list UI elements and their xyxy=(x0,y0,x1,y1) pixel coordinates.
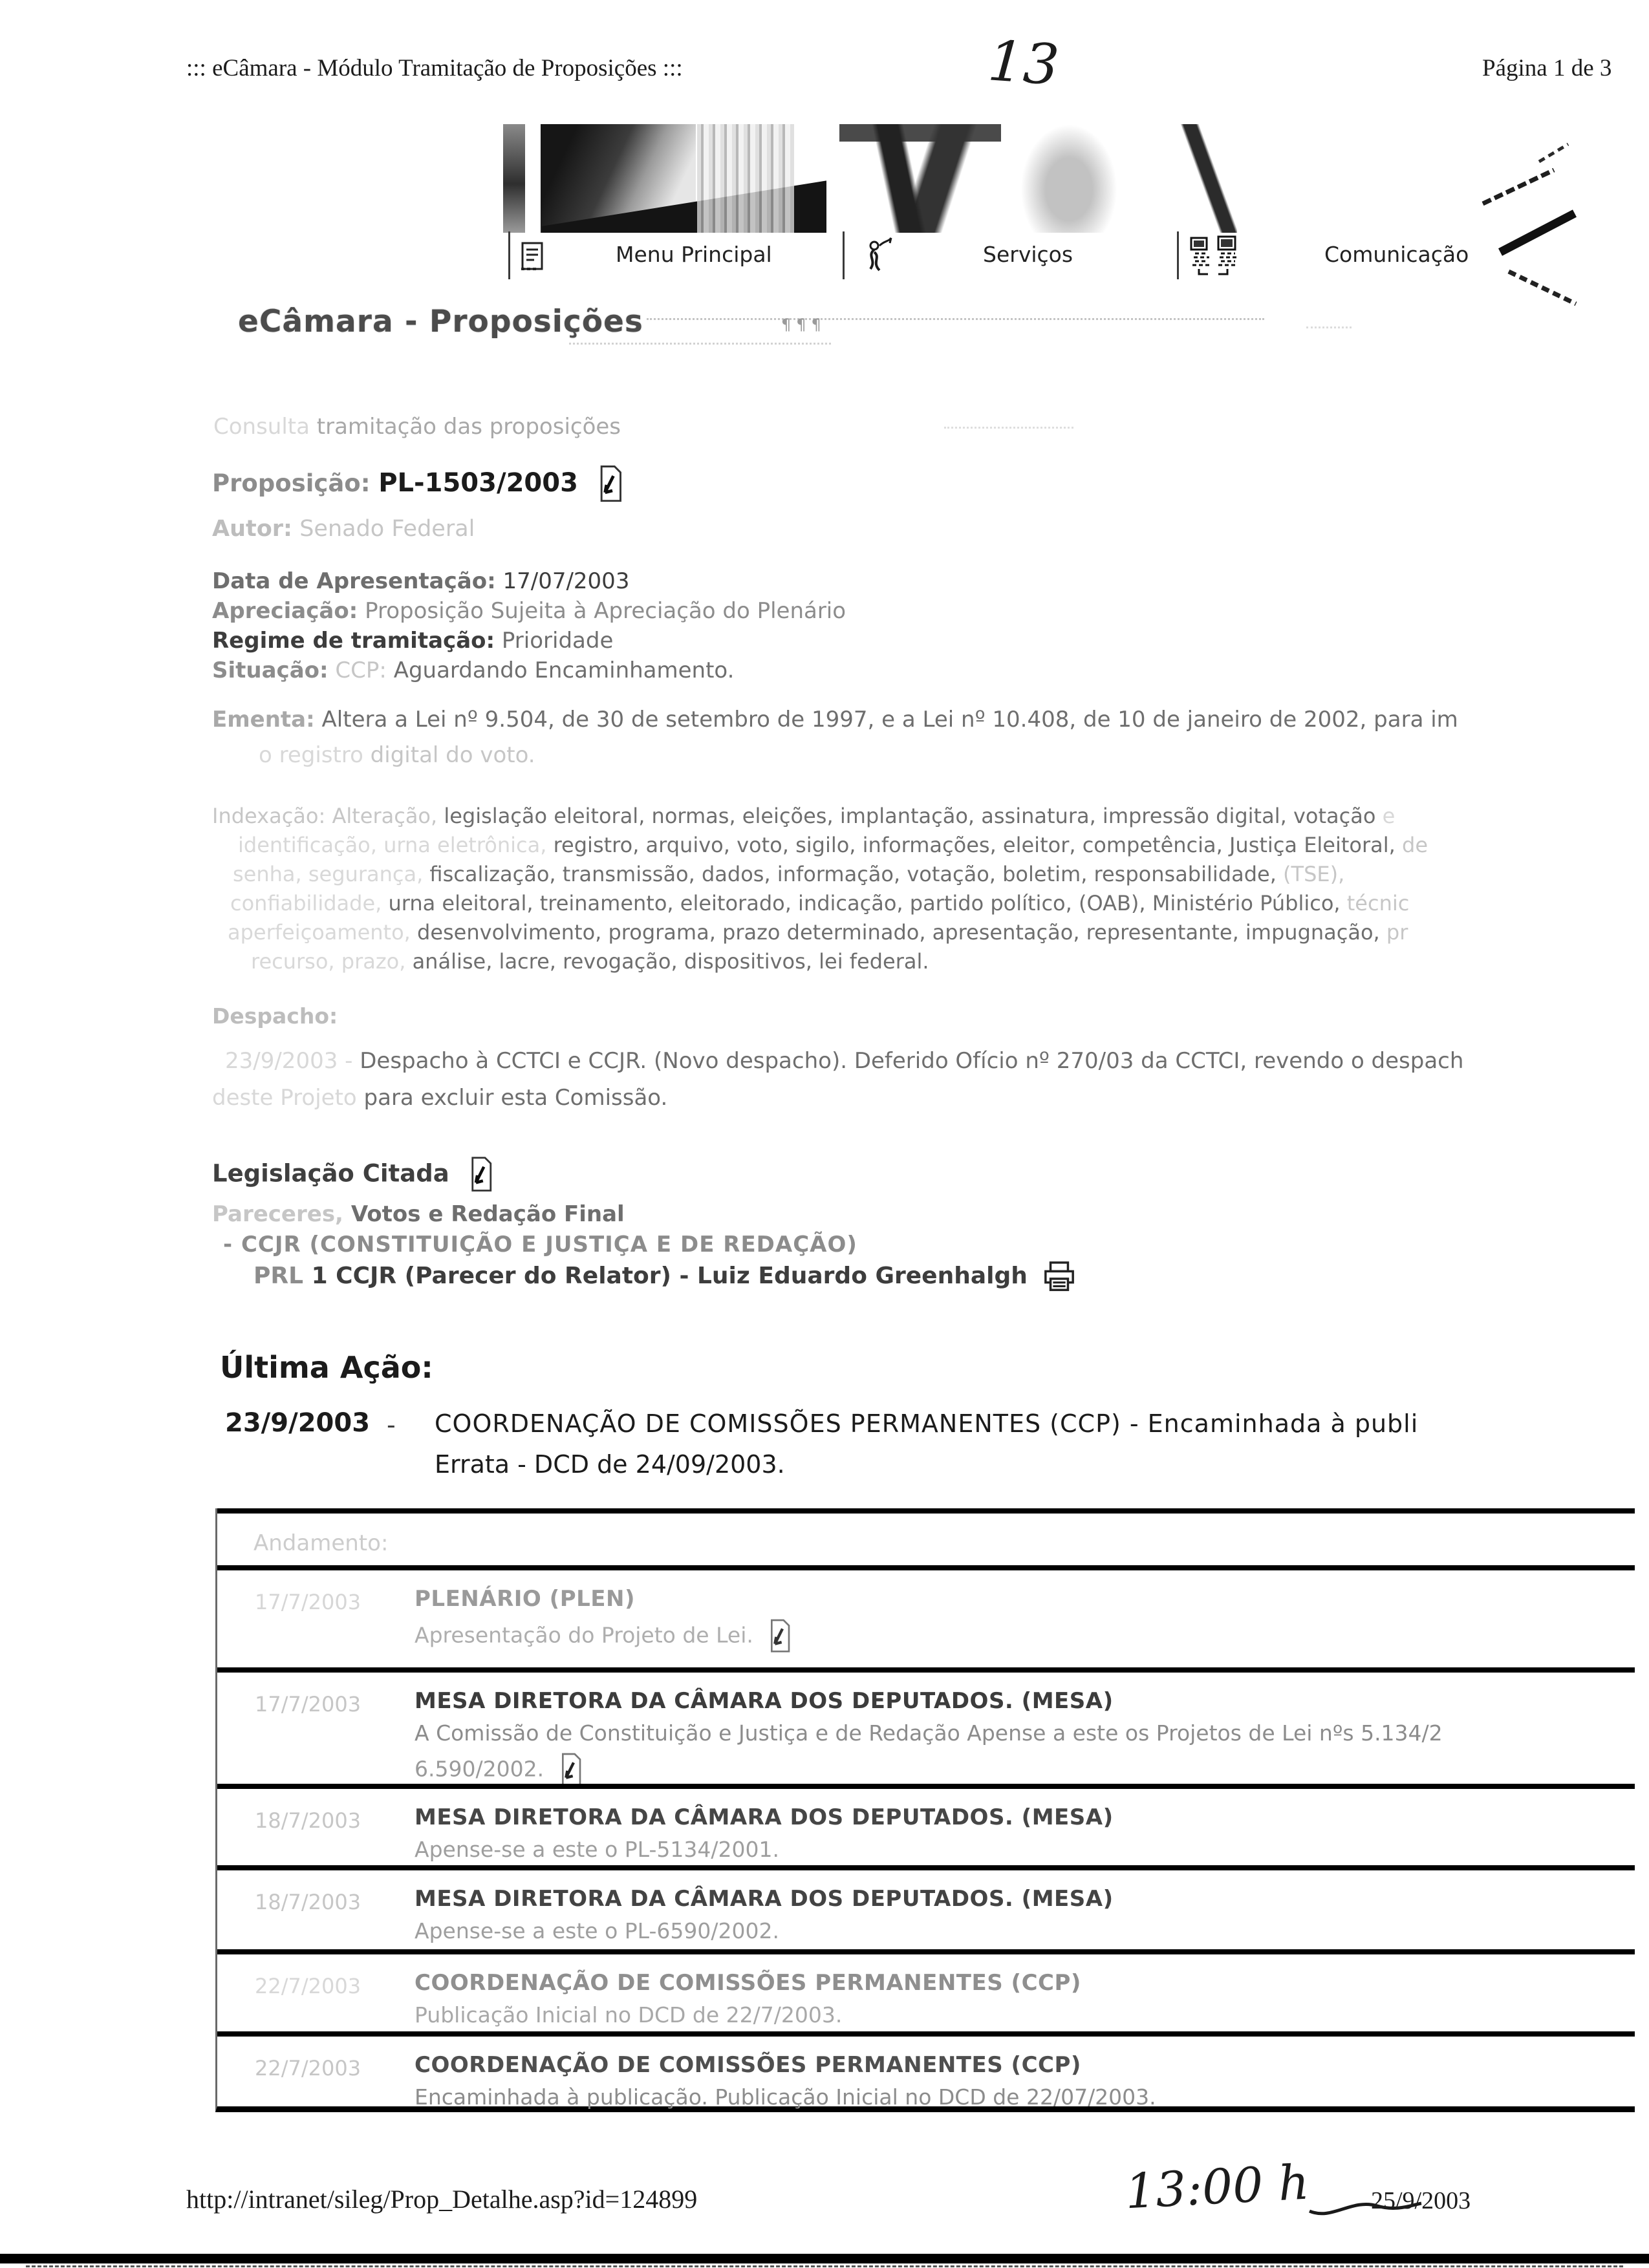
print-footer-date: 25/9/2003 xyxy=(1371,2187,1471,2214)
row-desc: A Comissão de Constituição e Justiça e de Redação Apense a este os Projetos de Lei nºs 5.134/2 xyxy=(415,1720,1443,1746)
despacho-text: para excluir esta Comissão. xyxy=(356,1085,668,1111)
subtitle-main: tramitação das proposições xyxy=(309,414,621,440)
despacho-date: 23/9/2003 - xyxy=(225,1048,360,1074)
services-icon[interactable] xyxy=(855,237,894,277)
page-subtitle xyxy=(213,414,621,440)
app-title: eCâmara - Proposições xyxy=(238,304,643,339)
doc-arrow-icon[interactable] xyxy=(596,464,624,504)
line-faint: senha, segurança, xyxy=(233,862,424,886)
banner-fragment xyxy=(839,124,1001,233)
row-org: COORDENAÇÃO DE COMISSÕES PERMANENTES (CCP) xyxy=(415,2052,1081,2078)
handwritten-page-number: 13 xyxy=(986,28,1061,98)
field-label: Apreciação: xyxy=(212,598,358,624)
autor-value-text: Senado Federal xyxy=(299,516,475,542)
ementa-text: Altera a Lei nº 9.504, de 30 de setembro de 1997, e a Lei nº 10.408, de 10 de janeiro de 2002, para im xyxy=(321,707,1458,733)
autor-line xyxy=(212,516,475,542)
table-row xyxy=(217,1667,1635,1784)
scan-edge-bar xyxy=(0,2254,1649,2263)
scan-artifact-dotted-line xyxy=(1306,326,1352,328)
banner-photo xyxy=(503,124,1247,233)
despacho-text-faint: deste Projeto xyxy=(212,1085,357,1111)
autor-label: Autor: xyxy=(212,516,293,542)
despacho-text: Despacho à CCTCI e CCJR. (Novo despacho). Deferido Ofício nº 270/03 da CCTCI, revendo o despach xyxy=(360,1048,1464,1074)
doc-arrow-icon[interactable] xyxy=(467,1156,494,1193)
menu-divider xyxy=(508,231,510,279)
legislacao-label: Legislação Citada xyxy=(212,1159,449,1188)
table-row xyxy=(217,1784,1635,1865)
scan-edge-dashes xyxy=(26,2265,1623,2267)
indexacao-line xyxy=(230,889,1641,918)
line-tail: de xyxy=(1402,833,1428,857)
proposicao-line xyxy=(212,464,624,504)
table-row xyxy=(217,1565,1635,1667)
line-faint: Indexação: Alteração, xyxy=(212,804,438,828)
line-main: análise, lacre, revogação, dispositivos, lei federal. xyxy=(405,949,929,974)
row-org: MESA DIRETORA DA CÂMARA DOS DEPUTADOS. (MESA) xyxy=(415,1688,1114,1714)
banner-fragment xyxy=(1020,124,1117,233)
andamento-table xyxy=(215,1508,1635,2112)
menu-item-comunicacao[interactable]: Comunicação xyxy=(1324,242,1469,267)
pareceres-title xyxy=(212,1201,625,1227)
menu-item-principal[interactable]: Menu Principal xyxy=(616,242,772,267)
banner-fragment xyxy=(697,124,794,233)
row-desc: Apense-se a este o PL-5134/2001. xyxy=(415,1837,779,1862)
table-header-row xyxy=(217,1508,1635,1565)
row-desc: Publicação Inicial no DCD de 22/7/2003. xyxy=(415,2002,843,2027)
pareceres-comissao: - CCJR (CONSTITUIÇÃO E JUSTIÇA E DE REDAÇÃO) xyxy=(223,1232,857,1257)
field-regime xyxy=(212,626,846,656)
communication-icon[interactable] xyxy=(1189,235,1244,278)
line-tail: e xyxy=(1375,804,1396,828)
scan-artifact-dotted-line xyxy=(569,343,831,345)
indexacao-line xyxy=(233,860,1641,889)
menu-bar xyxy=(498,230,1558,281)
row-org: COORDENAÇÃO DE COMISSÕES PERMANENTES (CCP) xyxy=(415,1970,1081,1996)
ementa-text: digital do voto. xyxy=(363,742,535,768)
scan-artifact-strokes xyxy=(1478,126,1588,314)
indexacao-line xyxy=(212,802,1641,831)
row-desc2 xyxy=(415,1752,1635,1788)
line-tail: técnic xyxy=(1346,891,1410,915)
row-org: PLENÁRIO (PLEN) xyxy=(415,1586,635,1612)
despacho-line1 xyxy=(225,1046,1463,1076)
line-tail: pr xyxy=(1386,920,1408,945)
proposicao-value: PL-1503/2003 xyxy=(378,468,578,498)
menu-item-servicos[interactable]: Serviços xyxy=(983,242,1073,267)
menu-divider xyxy=(1177,231,1179,279)
scan-artifact-dotted-line xyxy=(944,427,1073,429)
ultima-acao-line1: COORDENAÇÃO DE COMISSÕES PERMANENTES (CCP) - Encaminhada à publi xyxy=(435,1409,1419,1438)
despacho-label: Despacho: xyxy=(212,1003,338,1029)
doc-arrow-icon[interactable] xyxy=(557,1752,583,1788)
table-row xyxy=(217,1949,1635,2031)
table-header-label: Andamento: xyxy=(253,1530,389,1556)
banner-fragment xyxy=(503,124,525,233)
scan-artifact-marks: ¶¶¶ xyxy=(781,316,826,334)
field-label: Data de Apresentação: xyxy=(212,568,496,594)
detalhes-block xyxy=(212,566,846,685)
table-row xyxy=(217,2031,1635,2110)
despacho-line2 xyxy=(212,1083,667,1113)
ultima-acao-date: 23/9/2003 xyxy=(225,1408,371,1438)
field-data-apresentacao xyxy=(212,566,846,596)
menu-divider xyxy=(843,231,845,279)
row-date: 18/7/2003 xyxy=(255,1890,361,1914)
proposicao-label: Proposição: xyxy=(212,469,371,497)
ultima-acao-line2: Errata - DCD de 24/09/2003. xyxy=(435,1450,785,1479)
handwritten-time: 13:00 h xyxy=(1123,2154,1311,2220)
field-value: 17/07/2003 xyxy=(502,568,630,594)
line-main: desenvolvimento, programa, prazo determinado, apresentação, representante, impugnação, xyxy=(410,920,1386,945)
banner-fragment xyxy=(1179,124,1237,233)
ementa-text-faint: o registro xyxy=(259,742,363,768)
parecer-text: 1 CCJR (Parecer do Relator) - Luiz Eduardo Greenhalgh xyxy=(311,1263,1028,1289)
field-value: Prioridade xyxy=(501,628,614,654)
row-date: 18/7/2003 xyxy=(255,1808,361,1833)
parecer-faint: PRL xyxy=(253,1263,312,1289)
field-value-faint: CCP: xyxy=(335,658,387,683)
print-header-pagination: Página 1 de 3 xyxy=(1482,55,1612,81)
ultima-acao-dash: - xyxy=(387,1411,396,1439)
field-label: Regime de tramitação: xyxy=(212,628,495,654)
row-date: 17/7/2003 xyxy=(255,1692,361,1717)
title-main: Votos e Redação Final xyxy=(343,1201,625,1227)
line-main: registro, arquivo, voto, sigilo, informações, eleitor, competência, Justiça Eleitoral, xyxy=(546,833,1402,857)
row-desc: Apense-se a este o PL-6590/2002. xyxy=(415,1918,779,1943)
field-value: Proposição Sujeita à Apreciação do Plenário xyxy=(365,598,846,624)
field-apreciacao xyxy=(212,596,846,626)
row-date: 17/7/2003 xyxy=(255,1590,361,1614)
row-date: 22/7/2003 xyxy=(255,1974,361,1998)
line-main: legislação eleitoral, normas, eleições, implantação, assinatura, impressão digital, votação xyxy=(437,804,1376,828)
legislacao-line xyxy=(212,1156,494,1193)
field-label: Situação: xyxy=(212,658,329,683)
line-tail: (TSE), xyxy=(1283,862,1345,886)
row-org: MESA DIRETORA DA CÂMARA DOS DEPUTADOS. (MESA) xyxy=(415,1804,1114,1830)
line-faint: recurso, prazo, xyxy=(251,949,406,974)
scan-artifact-dotted-line xyxy=(647,318,1264,320)
doc-arrow-icon[interactable] xyxy=(766,1618,792,1654)
line-main: fiscalização, transmissão, dados, informação, votação, boletim, responsabilidade, xyxy=(423,862,1284,886)
indexacao-line xyxy=(251,947,1641,976)
subtitle-faint: Consulta xyxy=(213,414,310,440)
line-faint: aperfeiçoamento, xyxy=(228,920,411,945)
row-org: MESA DIRETORA DA CÂMARA DOS DEPUTADOS. (MESA) xyxy=(415,1886,1114,1912)
line-faint: identificação, urna eletrônica, xyxy=(238,833,547,857)
pareceres-parecer xyxy=(253,1261,1075,1293)
row-desc-text: 6.590/2002. xyxy=(415,1756,544,1782)
print-header-title: ::: eCâmara - Módulo Tramitação de Proposições ::: xyxy=(186,55,683,81)
line-main: urna eleitoral, treinamento, eleitorado, indicação, partido político, (OAB), Ministério Público, xyxy=(382,891,1347,915)
row-desc: Encaminhada à publicação. Publicação Inicial no DCD de 22/07/2003. xyxy=(415,2084,1156,2110)
page-edit-icon[interactable] xyxy=(519,241,548,273)
ultima-acao-title: Última Ação: xyxy=(220,1350,433,1385)
ementa-line1 xyxy=(212,705,1458,734)
field-value: Aguardando Encaminhamento. xyxy=(393,658,735,683)
row-date: 22/7/2003 xyxy=(255,2056,361,2081)
line-faint: confiabilidade, xyxy=(230,891,382,915)
print-footer-url: http://intranet/sileg/Prop_Detalhe.asp?id=124899 xyxy=(186,2185,698,2214)
ementa-label: Ementa: xyxy=(212,707,315,733)
row-desc xyxy=(415,1618,1635,1654)
ementa-line2 xyxy=(259,740,535,770)
table-row xyxy=(217,1865,1635,1949)
indexacao-block xyxy=(212,802,1641,976)
printer-icon[interactable] xyxy=(1043,1261,1075,1293)
title-faint: Pareceres, xyxy=(212,1201,343,1227)
indexacao-line xyxy=(238,831,1641,860)
indexacao-line xyxy=(228,918,1641,947)
row-desc-text: Apresentação do Projeto de Lei. xyxy=(415,1622,753,1648)
field-situacao xyxy=(212,656,846,685)
